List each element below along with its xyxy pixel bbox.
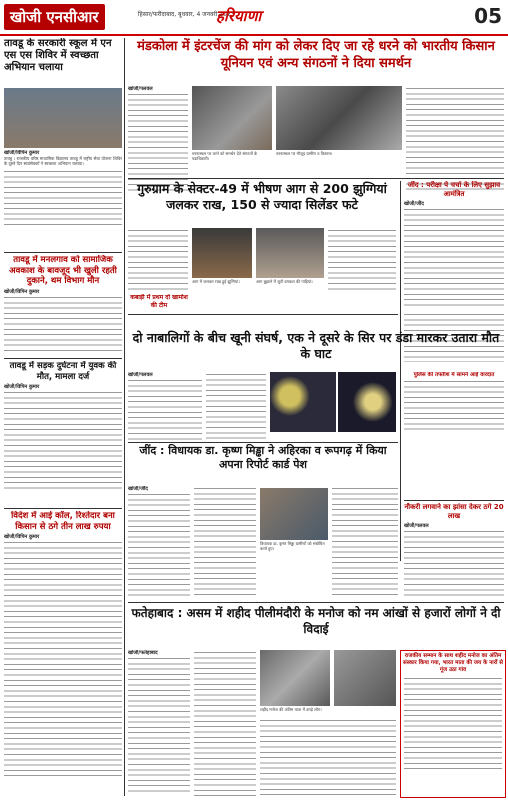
lead-caption-2: धरनास्थल पर मौजूद ग्रामीण व किसान। [276, 151, 333, 156]
masthead [0, 0, 508, 36]
jind-story-col2 [194, 486, 256, 598]
clash-story-col5 [404, 372, 504, 440]
jind-caption: विधायक डा. कृष्ण मिड्ढा ग्रामीणों को संबोधित करते हुए। [260, 541, 325, 551]
body-text-lines [4, 390, 122, 490]
clash-headline: दो नाबालिगों के बीच खूनी संघर्ष, एक ने दूसरे के सिर पर डंडा मारकर उतारा मौत के घाट [132, 330, 500, 361]
brand-logo: खोजी एनसीआर [4, 4, 105, 30]
martyr-sidebar [400, 650, 506, 798]
clash-photo-2 [338, 372, 396, 432]
story-left-school-body [4, 150, 122, 250]
lead-photo-2 [276, 86, 402, 150]
body-text-lines [332, 486, 398, 598]
byline: खोजी/विपिन कुमार [4, 534, 40, 540]
byline: खोजी/पलवल [404, 523, 429, 529]
body-text-lines [4, 540, 122, 780]
byline: खोजी/पलवल [128, 86, 153, 92]
byline: खोजी/जींद [128, 486, 148, 492]
divider [128, 178, 504, 179]
dateline: हिसार/फरीदाबाद, बुधवार, 4 जनवरी 2023 [138, 11, 235, 18]
story-right-job-fraud [404, 503, 504, 603]
fire-photo-1 [192, 228, 252, 278]
headline: विदेश में आई कॉल, रिश्तेदार बना किसान से ठगे तीन लाख रुपया [11, 511, 115, 532]
martyr-story-col3 [260, 718, 396, 796]
headline: नौकरी लगवाने का झांसा देकर ठगे 20 लाख [404, 503, 504, 520]
headline: जींद : परीक्षा पे चर्चा के लिए सुझाव आमंत्रित [407, 181, 501, 198]
body-text-lines [404, 379, 504, 431]
fire-sub-headline: कबाड़ी में प्रथम दो खामोश की टीम [130, 294, 188, 309]
story-left-shops [4, 255, 122, 355]
martyr-photo-2 [334, 650, 396, 706]
byline: खोजी/जींद [404, 201, 424, 207]
lead-headline: मंडकोला में इंटरचेंज की मांग को लेकर दिए जा रहे धरने को भारतीय किसान यूनियन एवं अन्य संगठनों ने दिया समर्थन [137, 39, 495, 71]
clash-story-col1 [128, 372, 202, 440]
lead-photo-1 [192, 86, 272, 150]
body-text-lines [4, 295, 122, 355]
fire-story-col4 [328, 228, 396, 290]
martyr-story-col1 [128, 650, 190, 796]
story-left-accident [4, 361, 122, 501]
fire-story-col1 [128, 228, 188, 290]
fire-headline: गुरुग्राम के सेक्टर-49 में भीषण आग से 200 झुग्गियां जलकर राख, 150 से ज्यादा सिलेंडर फटे [137, 181, 387, 212]
clash-photo-1 [270, 372, 336, 432]
martyr-photo-1 [260, 650, 330, 706]
column-rule [124, 38, 125, 796]
divider [128, 442, 398, 443]
column-rule [400, 181, 401, 561]
fire-caption-1: आग में जलकर राख हुई झुग्गियां। [192, 279, 240, 284]
body-text: तावडू । राजकीय वरिष्ठ माध्यमिक विद्यालय तावडू में राष्ट्रीय सेवा योजना शिविर के दूसरे दिन स्वयंसेवकों ने स्वच्छता अभियान चलाया। [4, 156, 122, 167]
body-text-lines [194, 486, 256, 598]
story-right-exam [404, 181, 504, 311]
jind-headline: जींद : विधायक डा. कृष्ण मिड्ढा ने अहिरका व रूपगढ़ में किया अपना रिपोर्ट कार्ड पेश [139, 444, 387, 471]
divider [4, 358, 122, 359]
martyr-story-col2 [194, 650, 256, 796]
jind-story-col1 [128, 486, 190, 598]
lead-story-headline-box [128, 38, 504, 82]
jind-story-col4 [332, 486, 398, 598]
body-text-lines [194, 650, 256, 796]
page-number: 05 [474, 4, 502, 28]
body-text-lines [128, 492, 190, 598]
divider [404, 500, 504, 501]
jind-photo [260, 488, 328, 540]
body-text-lines [260, 718, 396, 796]
lead-caption-1: धरनास्थल पर धरने को समर्थन देते संगठनों के पदाधिकारी। [192, 151, 258, 161]
byline: खोजी/विपिन कुमार [4, 384, 40, 390]
divider [4, 508, 122, 509]
body-text-lines [128, 378, 202, 440]
byline: खोजी/फतेहाबाद [128, 650, 158, 656]
clash-story-headline-box [128, 330, 504, 370]
fire-caption-2: आग बुझाने में जुटी दमकल की गाड़ियां। [256, 279, 313, 284]
martyr-headline: फतेहाबाद : असम में शहीद पीलीमंदौरी के मनोज को नम आंखों से हजारों लोगों ने दी विदाई [131, 606, 501, 636]
headline: तावडू में सड़क दुर्घटना में युवक की मौत, मामला दर्ज [9, 361, 117, 382]
jind-story-headline-box [128, 444, 398, 484]
byline: खोजी/पलवल [128, 372, 153, 378]
fire-story-headline-box [128, 181, 396, 227]
headline: तावडू के सरकारी स्कूल में एन एस एस शिविर में स्वच्छता अभियान चलाया [4, 38, 112, 73]
body-text-lines [404, 529, 504, 599]
body-text-lines [128, 228, 188, 290]
martyr-caption: शहीद मनोज की अंतिम यात्रा में उमड़े लोग। [260, 707, 322, 712]
section-title: हरियाणा [216, 7, 262, 25]
body-text-lines [128, 92, 188, 192]
martyr-story-headline-box [128, 605, 504, 647]
byline: खोजी/विपिन कुमार [4, 288, 40, 295]
fire-sub-headline-box [128, 294, 190, 312]
body-text-lines [328, 228, 396, 290]
body-text-lines [128, 656, 190, 794]
clash-sub-headline: पुलिस की तफ्तीश में सामने आई वारदात [413, 372, 495, 378]
fire-photo-2 [256, 228, 324, 278]
body-text-lines [404, 207, 504, 307]
clash-story-col2 [206, 372, 266, 440]
divider [4, 252, 122, 253]
body-text-lines [206, 372, 266, 440]
divider [128, 602, 504, 603]
body-text-lines [4, 169, 122, 229]
school-photo [4, 88, 122, 148]
headline: तावडू में मनलगाव को सामाजिक अवकाश के बावजूद भी खुली रहती दुकाने, थम विभाग मौन [9, 255, 117, 286]
body-text-lines [404, 676, 502, 772]
byline: खोजी/विपिन कुमार [4, 150, 40, 156]
story-left-fraud [4, 511, 122, 796]
sidebar-headline: राजकीय सम्मान के साथ शहीद मनोज का अंतिम संस्कार किया गया, भारत माता की जय के नारों से गूंज उठा गांव [403, 653, 504, 673]
divider [128, 314, 398, 315]
